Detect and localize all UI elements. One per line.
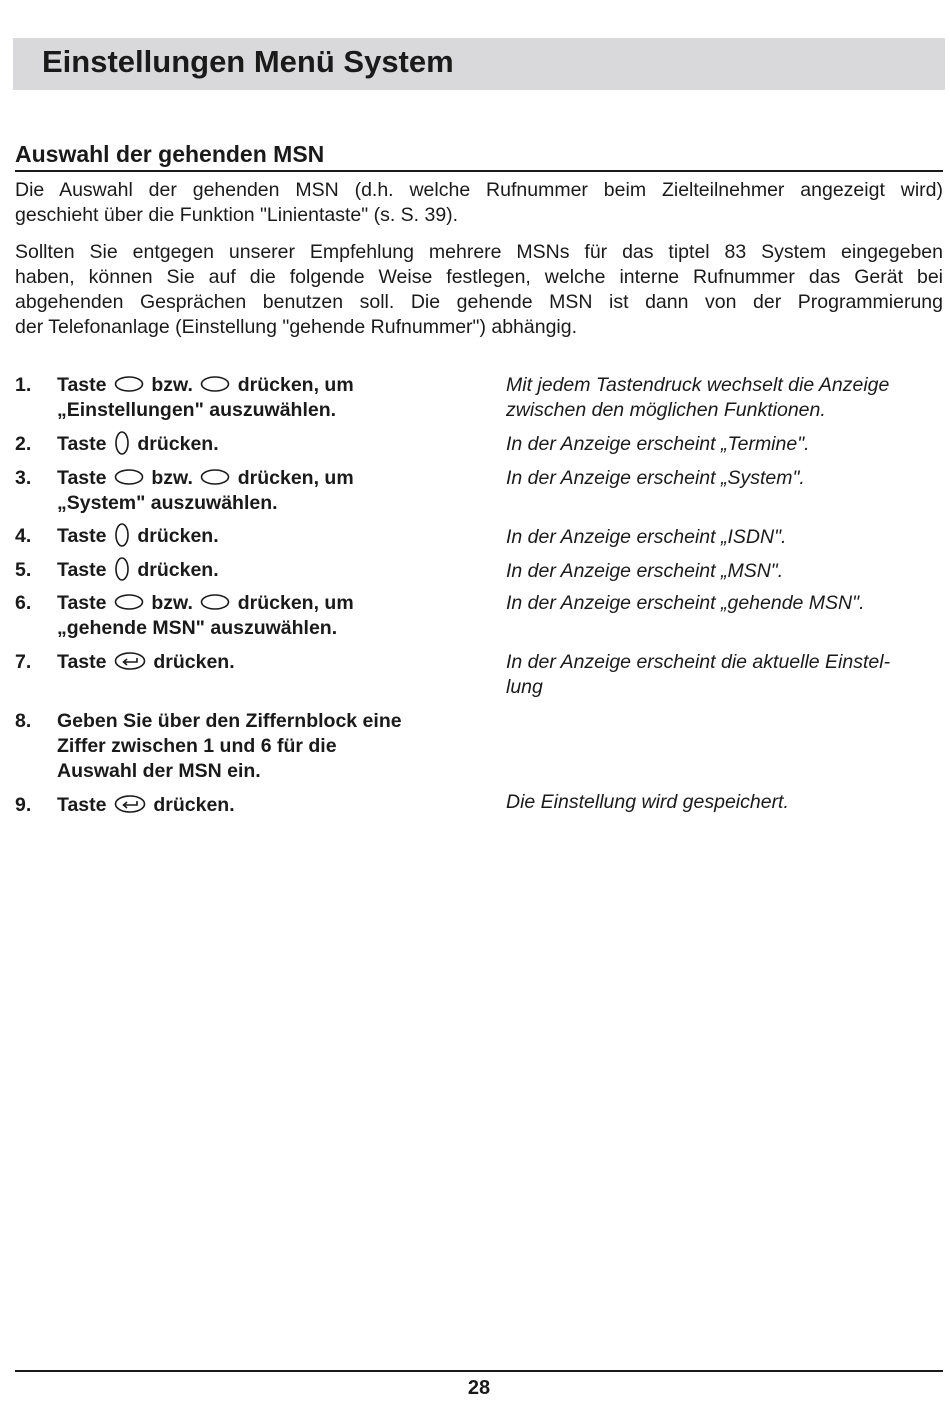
step-text: bzw. [151, 467, 193, 489]
step-5-note [506, 559, 946, 584]
step-text: drücken. [153, 794, 235, 816]
enter-key-icon [114, 794, 146, 814]
step-3-note [506, 466, 946, 491]
step-number: 9. [15, 794, 32, 816]
paragraph-line: haben, können Sie auf die folgende Weise festlegen, welche interne Rufnummer das Gerät bei [15, 266, 943, 288]
intro-paragraph [15, 178, 943, 228]
step-text: Taste [57, 651, 107, 673]
paragraph-line: der Telefonanlage (Einstellung "gehende Rufnummer") abhängig. [15, 316, 578, 338]
step-instruction-continued: Ziffer zwischen 1 und 6 für die [57, 735, 337, 757]
section-title: Auswahl der gehenden MSN [15, 141, 325, 167]
step-text: drücken, um [237, 467, 354, 489]
paragraph-line: abgehenden Gesprächen benutzen soll. Die gehende MSN ist dann von der Programmierung [15, 291, 943, 313]
step-number: 7. [15, 651, 32, 673]
note-line: In der Anzeige erscheint „gehende MSN". [506, 592, 865, 614]
page-number: 28 [467, 1377, 491, 1399]
oval-vertical-key-icon [114, 556, 130, 582]
footer-divider [15, 1370, 943, 1372]
step-number: 6. [15, 592, 32, 614]
step-text: drücken. [153, 651, 235, 673]
step-text: drücken. [137, 525, 219, 547]
step-instruction [57, 524, 219, 549]
note-line: In der Anzeige erscheint die aktuelle Einstel- [506, 651, 891, 673]
enter-key-icon [114, 651, 146, 671]
step-instruction-continued: „System" auszuwählen. [57, 492, 278, 514]
step-number: 3. [15, 467, 32, 489]
step-number: 5. [15, 559, 32, 581]
step-number: 2. [15, 433, 32, 455]
step-9-note [506, 790, 946, 815]
step-instruction [57, 591, 354, 616]
step-6-note [506, 591, 946, 616]
note-line: In der Anzeige erscheint „ISDN". [506, 526, 787, 548]
paragraph-line: Die Auswahl der gehenden MSN (d.h. welche Rufnummer beim Zielteilnehmer angezeigt wird) [15, 179, 943, 201]
step-instruction [57, 466, 354, 491]
oval-vertical-key-icon [114, 522, 130, 548]
step-text: Taste [57, 467, 107, 489]
step-instruction-continued: „gehende MSN" auszuwählen. [57, 617, 338, 639]
section-divider [15, 170, 943, 172]
step-text: Taste [57, 374, 107, 396]
step-text: drücken, um [237, 592, 354, 614]
explanation-paragraph [15, 240, 943, 340]
step-4-note [506, 525, 946, 550]
step-text: Taste [57, 794, 107, 816]
note-line: Mit jedem Tastendruck wechselt die Anzeige [506, 374, 890, 396]
note-line: In der Anzeige erscheint „System". [506, 467, 805, 489]
step-1-note [506, 373, 946, 423]
oval-horizontal-key-icon [114, 375, 144, 393]
step-text: bzw. [151, 374, 193, 396]
step-text: Taste [57, 592, 107, 614]
oval-horizontal-key-icon [200, 468, 230, 486]
step-instruction [57, 793, 235, 818]
oval-horizontal-key-icon [200, 593, 230, 611]
step-text: drücken. [137, 559, 219, 581]
step-instruction-continued: Auswahl der MSN ein. [57, 760, 261, 782]
step-instruction [57, 373, 354, 398]
step-instruction: Geben Sie über den Ziffernblock eine [57, 710, 402, 732]
step-2-note [506, 432, 946, 457]
step-number: 8. [15, 710, 32, 732]
note-line: Die Einstellung wird gespeichert. [506, 791, 789, 813]
note-line: zwischen den möglichen Funktionen. [506, 399, 826, 421]
step-instruction [57, 432, 219, 457]
step-text: Taste [57, 559, 107, 581]
oval-horizontal-key-icon [114, 593, 144, 611]
page-title: Einstellungen Menü System [42, 44, 454, 79]
paragraph-line: Sollten Sie entgegen unserer Empfehlung mehrere MSNs für das tiptel 83 System eingegeben [15, 241, 943, 263]
step-number: 4. [15, 525, 32, 547]
step-text: drücken, um [237, 374, 354, 396]
step-text: drücken. [137, 433, 219, 455]
step-instruction [57, 558, 219, 583]
paragraph-line: geschieht über die Funktion "Linientaste" (s. S. 39). [15, 204, 459, 226]
step-text: bzw. [151, 592, 193, 614]
step-number: 1. [15, 374, 32, 396]
note-line: lung [506, 676, 543, 698]
step-instruction-continued: „Einstellungen" auszuwählen. [57, 399, 337, 421]
step-instruction [57, 650, 235, 675]
note-line: In der Anzeige erscheint „MSN". [506, 560, 784, 582]
note-line: In der Anzeige erscheint „Termine". [506, 433, 810, 455]
step-text: Taste [57, 433, 107, 455]
oval-horizontal-key-icon [114, 468, 144, 486]
step-7-note [506, 650, 946, 700]
step-text: Taste [57, 525, 107, 547]
oval-horizontal-key-icon [200, 375, 230, 393]
oval-vertical-key-icon [114, 430, 130, 456]
